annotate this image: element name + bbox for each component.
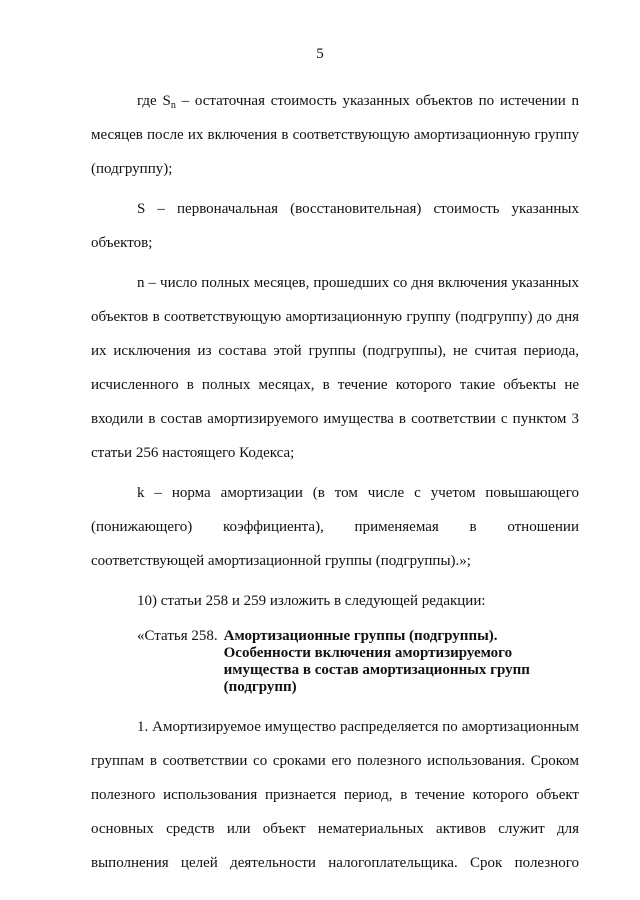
article-number: «Статья 258. <box>137 628 218 644</box>
paragraph-sn-text-end: – остаточная стоимость указанных объектов по истечении n месяцев после их включения в соответствующую амортизационную группу (подгруппу); <box>91 93 579 177</box>
article-title-line-2: Особенности включения амортизируемого <box>223 645 513 661</box>
article-title-line-4: (подгрупп) <box>223 679 297 695</box>
paragraph-sn-definition <box>91 84 579 186</box>
paragraph-n-definition: n – число полных месяцев, прошедших со дня включения указанных объектов в соответствующую амортизационную группу (подгруппу) до дня их исключения из состава этой группы (подгруппы), не считая периода, исчисленного в полных месяцах, в течение которого такие объекты не входили в состав амортизируемого имущества в соответствии с пунктом 3 статьи 256 настоящего Кодекса; <box>91 275 579 461</box>
article-title-line-1: Амортизационные группы (подгруппы). <box>223 628 498 644</box>
paragraph-article-258-point-1: 1. Амортизируемое имущество распределяется по амортизационным группам в соответствии со сроками его полезного использования. Сроком полезного использования признается период, в течение которого объект основных средств или объект нематериальных активов служит для выполнения целей деятельности налогоплательщика. Срок полезного <box>91 719 579 871</box>
document-body <box>91 84 579 880</box>
paragraph-k-definition: k – норма амортизации (в том числе с учетом повышающего (понижающего) коэффициента), применяемая в отношении соответствующей амортизационной группы (подгруппы).»; <box>91 485 579 569</box>
subscript-n: n <box>170 100 176 111</box>
article-title-line-3: имущества в состав амортизационных групп <box>223 662 530 678</box>
paragraph-item-10: 10) статьи 258 и 259 изложить в следующей редакции: <box>137 593 486 609</box>
page-number: 5 <box>316 46 324 62</box>
paragraph-s-definition: S – первоначальная (восстановительная) стоимость указанных объектов; <box>91 201 579 251</box>
article-258-heading <box>91 628 579 696</box>
paragraph-sn-text-start: где S <box>137 93 171 109</box>
article-title <box>218 628 530 696</box>
